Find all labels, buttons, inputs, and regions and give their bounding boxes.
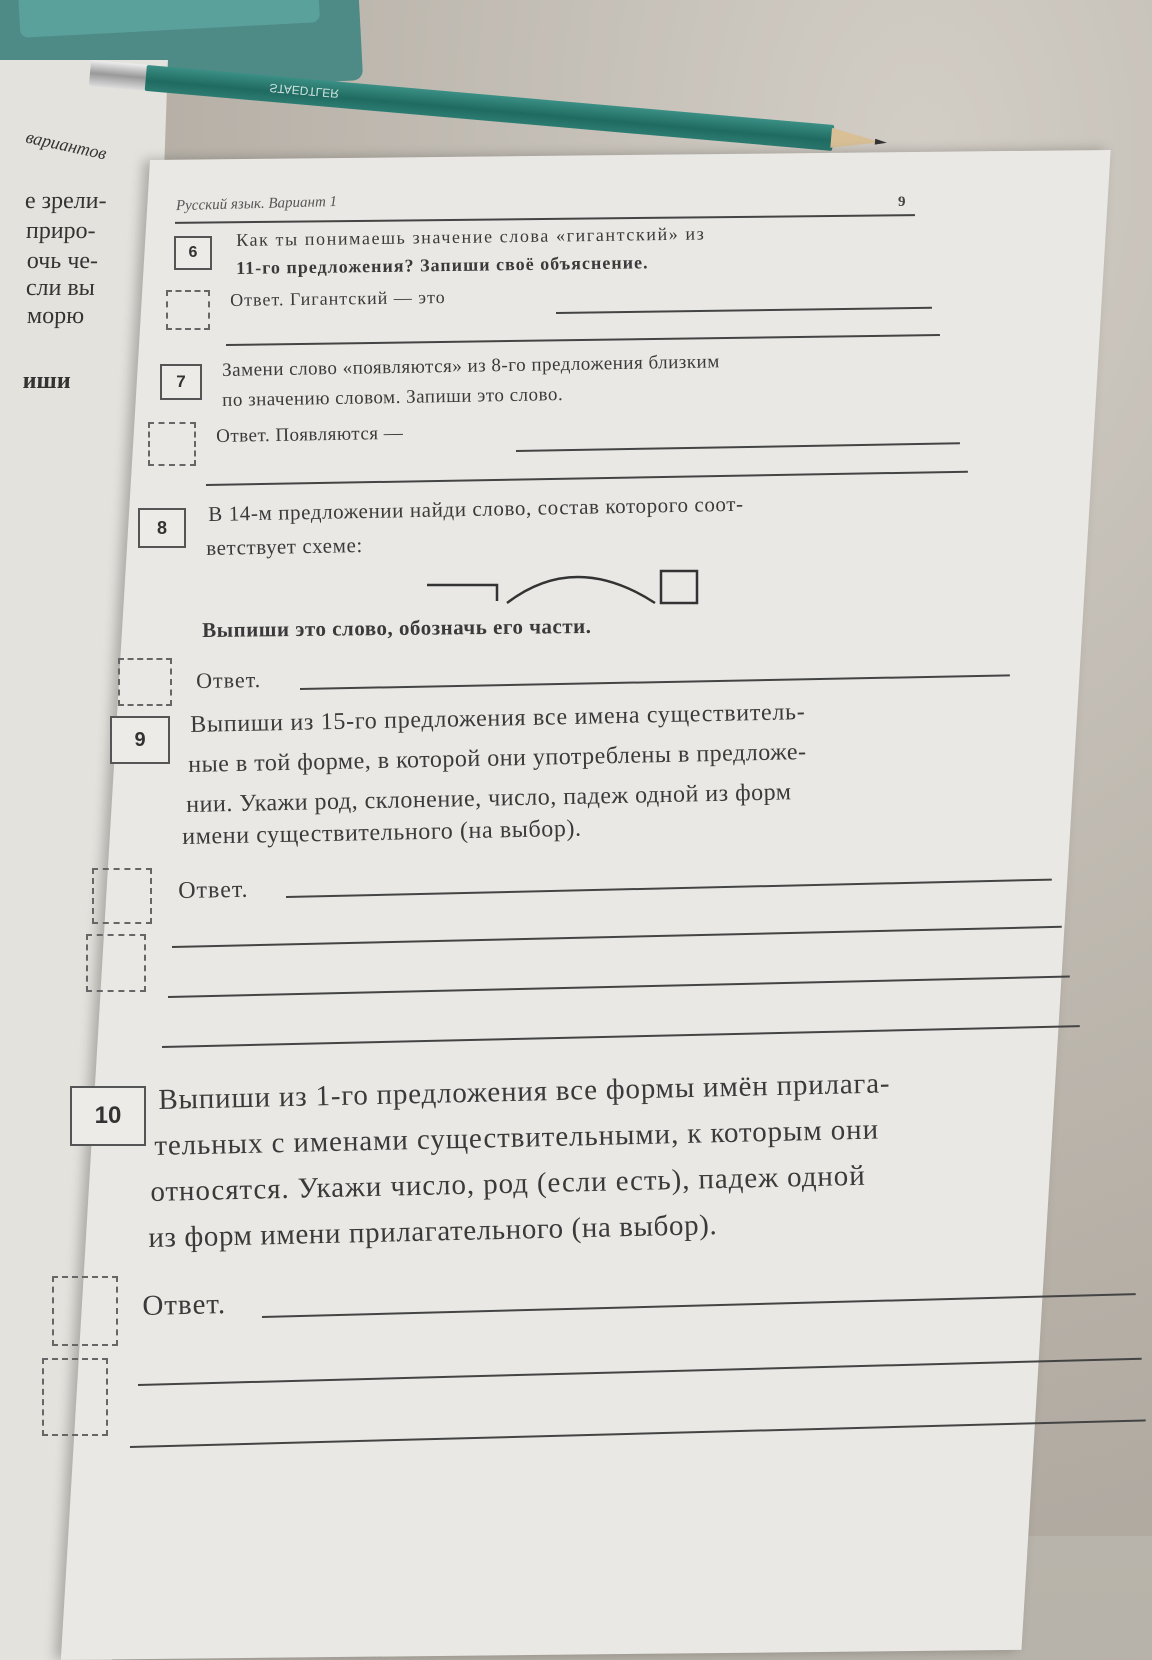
score-box [86,934,146,992]
task-text-line: В 14-м предложении найди слово, состав которого соот- [208,491,744,526]
answer-line[interactable] [262,1293,1136,1318]
answer-line[interactable] [138,1358,1142,1386]
task-text-line: нии. Укажи род, склонение, число, падеж одной из форм [186,779,792,818]
answer-line[interactable] [206,471,968,486]
score-box [148,422,196,466]
task-number: 6 [174,236,212,270]
ending-mark [661,571,697,603]
task-text-line: по значению словом. Запиши это слово. [222,384,564,411]
task-text-line: ные в той форме, в которой они употреблены в предложе- [188,739,807,778]
left-page-text: прирo- [25,218,97,244]
task-text-line: Выпиши из 15-го предложения все имена существитель- [190,699,806,738]
task-text-line: 11-го предложения? Запиши своё объяснение. [236,252,649,278]
score-box [42,1358,108,1436]
answer-label: Ответ. [178,876,249,904]
prefix-mark [427,585,497,601]
task-number: 7 [160,364,202,400]
answer-line[interactable] [130,1419,1146,1448]
answer-line[interactable] [162,1025,1080,1048]
left-page-text: морю [26,303,85,329]
task-text-line: относятся. Укажи число, род (если есть), падеж одной [150,1159,866,1208]
page-number: 9 [898,194,906,210]
task-number: 10 [70,1086,146,1146]
header-rule [175,214,915,224]
answer-line[interactable] [286,879,1052,898]
left-page-text: сли вы [25,275,96,301]
left-page-text: очь че- [26,248,99,274]
pencil-brand: STAEDTLER [268,80,340,101]
task-text-line: Как ты понимаешь значение слова «гигантский» из [236,223,706,250]
answer-label: Ответ. [142,1288,227,1322]
answer-line[interactable] [226,334,940,346]
answer-label: Ответ. [196,667,262,693]
left-page-text: иши [22,368,72,394]
left-page-text: е зрели- [24,188,108,214]
answer-line[interactable] [556,307,932,314]
root-mark [507,577,655,603]
task-text-line: Замени слово «появляются» из 8-го предложения близким [222,351,720,381]
task-number: 9 [110,716,170,764]
score-box [166,290,210,330]
left-page-text: вариантов [23,126,109,164]
word-structure-scheme [425,565,715,615]
answer-line[interactable] [516,442,960,452]
task-text-line: имени существительного (на выбор). [182,815,582,850]
score-box [52,1276,118,1346]
task-text-line: из форм имени прилагательного (на выбор). [148,1209,718,1254]
task-number: 8 [138,508,186,548]
running-head: Русский язык. Вариант 1 [175,193,338,215]
task-text-line: ветствует схеме: [206,532,364,560]
task-text-line: Выпиши из 1-го предложения все формы имён прилага- [158,1067,891,1116]
answer-line[interactable] [300,674,1010,690]
task-text-line: тельных с именами существительными, к которым они [154,1113,880,1162]
answer-line[interactable] [168,976,1070,998]
task-text-line: Выпиши это слово, обозначь его части. [202,613,592,642]
answer-label: Ответ. Появляются — [216,422,404,447]
answer-label: Ответ. Гигантский — это [230,286,446,310]
score-box [92,868,152,924]
score-box [118,658,172,706]
answer-line[interactable] [172,926,1062,948]
